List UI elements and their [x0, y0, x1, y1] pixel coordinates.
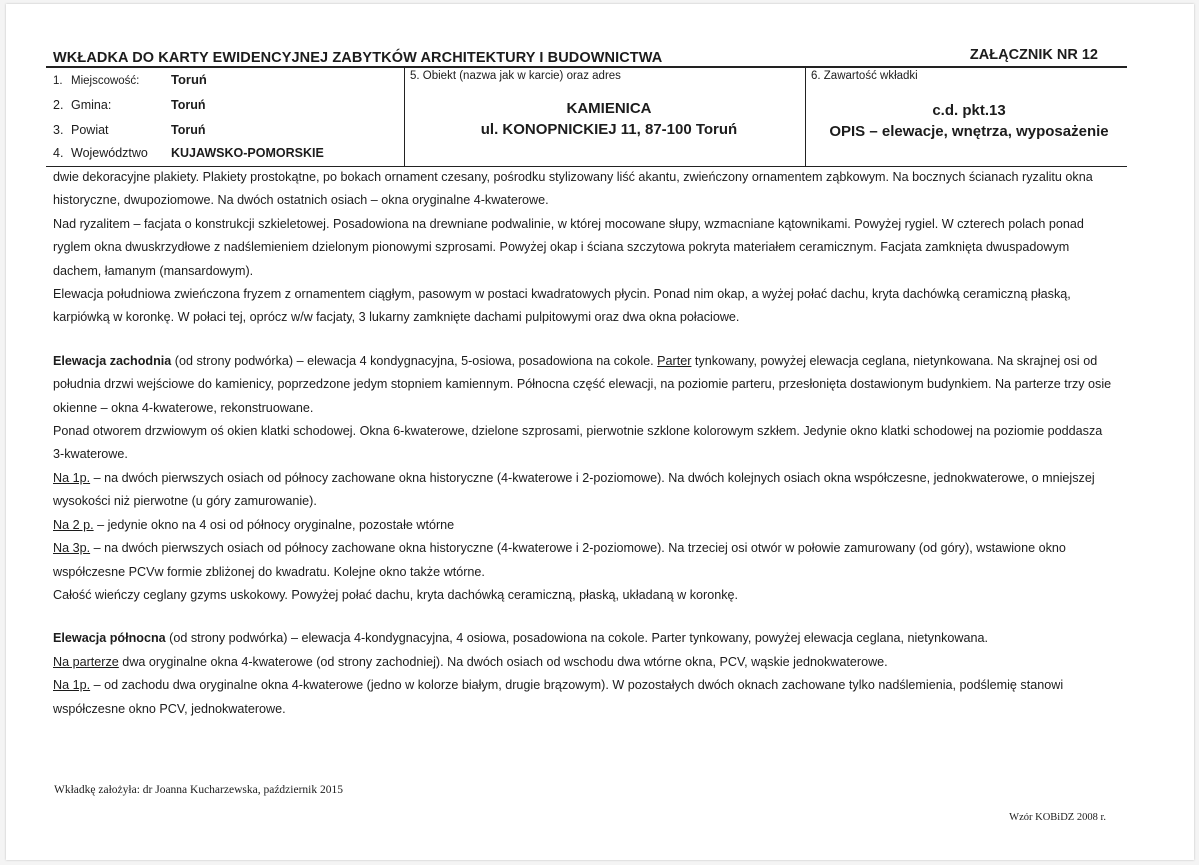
meta-label: Powiat: [71, 123, 109, 137]
west-elevation-heading: Elewacja zachodnia: [53, 353, 172, 368]
document-title: WKŁADKA DO KARTY EWIDENCYJNEJ ZABYTKÓW ARCHITEKTURY I BUDOWNICTWA: [53, 50, 663, 66]
floor-2-paragraph: [53, 514, 1113, 537]
text-run: – jedynie okno na 4 osi od północy oryginalne, pozostałe wtórne: [93, 517, 455, 532]
paragraph-gap: [53, 330, 1113, 350]
north-floor-1-paragraph: [53, 674, 1113, 721]
meta-num: 1.: [53, 75, 63, 87]
floor-label: Na parterze: [53, 654, 119, 669]
meta-voivodeship: [53, 146, 324, 160]
paragraph: Nad ryzalitem – facjata o konstrukcji szkieletowej. Posadowiona na drewniane podwalinie, w której mocowane słupy, wzmacniane kątownikami. Powyżej rygiel. W czterech polach ponad ryglem okna dwuskrzydłowe z nadślemieniem dzielonym pionowymi szprosami. Powyżej okap i ściana szczytowa pokryta materiałem ceramicznym. Facjata zamknięta dwuspadowym dachem, łamanym (mansardowym).: [53, 216, 1084, 278]
meta-num: 3.: [53, 123, 64, 137]
text-run: – od zachodu dwa oryginalne okna 4-kwaterowe (jedno w kolorze białym, drugie brązowym). W pozostałych dwóch oknach zachowane tylko nadślemienia, podślemię stanowi współczesne okno PCV, jednokwaterowe.: [53, 678, 1064, 716]
contents-block: [811, 100, 1127, 142]
annex-number: ZAŁĄCZNIK NR 12: [969, 47, 1098, 63]
object-address: ul. KONOPNICKIEJ 11, 87-100 Toruń: [480, 121, 738, 138]
text-run: – na dwóch pierwszych osiach od północy zachowane okna historyczne (4-kwaterowe i 2-poziomowe). Na trzeciej osi otwór w połowie zamurowany (od góry), wstawione okno współczesne PCVw formie zbliżonej do kwadratu. Kolejne okno także wtórne.: [53, 541, 1066, 579]
floor-label: Na 2 p.: [53, 517, 94, 532]
meta-value: Toruń: [171, 98, 206, 112]
north-elevation-paragraph: [53, 627, 1113, 650]
paragraph: Ponad otworem drzwiowym oś okien klatki schodowej. Okna 6-kwaterowe, dzielone szprosami, pierwotnie szklone kolorowym szkłem. Jedynie okno klatki schodowej na poziomie poddasza 3-kwaterowe.: [53, 424, 1103, 462]
floor-1-paragraph: [53, 467, 1113, 514]
header-divider-1: [404, 67, 405, 167]
object-label: 5. Obiekt (nazwa jak w karcie) oraz adres: [410, 70, 621, 82]
header-top-rule: [46, 66, 1127, 68]
text-run: (od strony podwórka) – elewacja 4-kondygnacyjna, 4 osiowa, posadowiona na cokole. Parter tynkowany, powyżej elewacja ceglana, nietynkowana.: [165, 631, 989, 646]
ground-floor-paragraph: [53, 651, 1113, 674]
template-note: Wzór KOBiDZ 2008 r.: [1009, 812, 1106, 823]
meta-label: Miejscowość:: [71, 75, 140, 87]
floor-label: Na 1p.: [53, 470, 91, 485]
paragraph: Elewacja południowa zwieńczona fryzem z ornamentem ciągłym, pasowym w postaci kwadratowych płycin. Ponad nim okap, a wyżej połać dachu, kryta dachówką ceramiczną płaską, karpiówką w koronkę. W połaci tej, oprócz w/w facjaty, 3 lukarny zamknięte dachami pulpitowymi oraz dwa okna połaciowe.: [53, 287, 1071, 325]
meta-value: KUJAWSKO-POMORSKIE: [171, 146, 324, 160]
west-elevation-paragraph: [53, 350, 1113, 420]
meta-label: Województwo: [71, 146, 148, 160]
contents-label: 6. Zawartość wkładki: [811, 70, 918, 82]
meta-value: Toruń: [171, 123, 206, 137]
paragraph: Całość wieńczy ceglany gzyms uskokowy. Powyżej połać dachu, kryta dachówką ceramiczną, płaską, układaną w koronkę.: [53, 587, 739, 602]
object-name: KAMIENICA: [566, 100, 652, 117]
paragraph-gap: [53, 607, 1113, 627]
meta-num: 2.: [53, 98, 64, 112]
floor-label: Na 1p.: [53, 678, 91, 693]
contents-line-1: c.d. pkt.13: [932, 102, 1006, 119]
meta-label: Gmina:: [71, 98, 112, 112]
text-run: dwa oryginalne okna 4-kwaterowe (od strony zachodniej). Na dwóch osiach od wschodu dwa wtórne okna, PCV, wąskie jednokwaterowe.: [118, 654, 888, 669]
text-run: – na dwóch pierwszych osiach od północy zachowane okna historyczne (4-kwaterowe i 2-poziomowe). Na dwóch kolejnych osiach okna współczesne, jednokwaterowe, o mniejszej wysokości niż pierwotne (u góry zamurowanie).: [53, 470, 1095, 509]
meta-num: 4.: [53, 146, 64, 160]
underlined-term: Parter: [657, 353, 692, 368]
paragraph: dwie dekoracyjne plakiety. Plakiety prostokątne, po bokach ornament czesany, pośrodku stylizowany liść akantu, zwieńczony ornamentem ząbkowym. Na bocznych ścianach ryzalitu okna historyczne, dwupoziomowe. Na dwóch ostatnich osiach – okna oryginalne 4-kwaterowe.: [53, 170, 1093, 208]
description-body: [53, 166, 1113, 721]
contents-line-2: OPIS – elewacje, wnętrza, wyposażenie: [829, 123, 1109, 140]
meta-county: [53, 123, 205, 137]
object-block: [410, 98, 808, 140]
author-note: Wkładkę założyła: dr Joanna Kucharzewska, październik 2015: [54, 784, 343, 796]
text-run: (od strony podwórka) – elewacja 4 kondygnacyjna, 5-osiowa, posadowiona na cokole.: [171, 353, 658, 368]
document-sheet: [6, 4, 1194, 860]
meta-value: Toruń: [171, 72, 207, 87]
meta-town: [53, 72, 207, 87]
meta-commune: [53, 98, 205, 112]
floor-label: Na 3p.: [53, 541, 91, 556]
text-run: tynkowany, powyżej elewacja ceglana, nietynkowana. Na skrajnej osi od południa drzwi wejściowe do kamienicy, poprzedzone jedym stopniem kamiennym. Północna część elewacji, na poziomie parteru, przesłonięta dostawionym budynkiem. Na parterze trzy osie okienne – okna 4-kwaterowe, rekonstruowane.: [53, 353, 1112, 415]
north-elevation-heading: Elewacja północna: [53, 631, 166, 646]
floor-3-paragraph: [53, 537, 1113, 584]
